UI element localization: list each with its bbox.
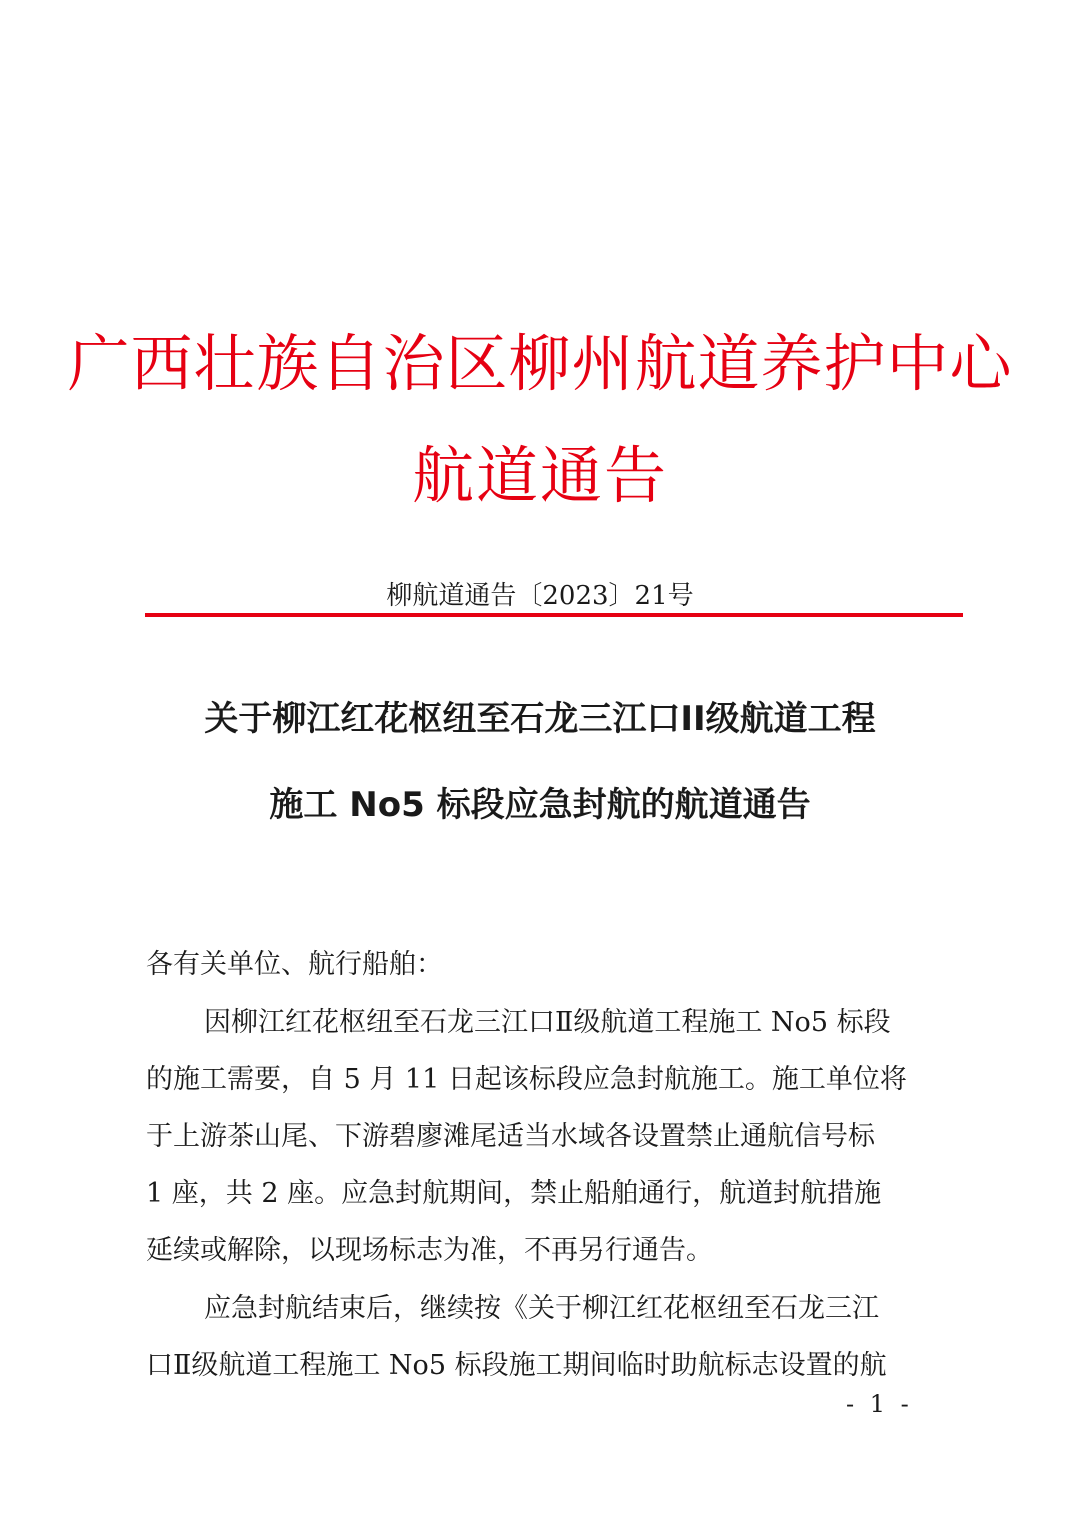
notice-title-line-2: 施工 No5 标段应急封航的航道通告 xyxy=(269,785,811,825)
body-line: 于上游茶山尾、下游碧廖滩尾适当水域各设置禁止通航信号标 xyxy=(146,1121,875,1152)
body-line: 延续或解除，以现场标志为准，不再另行通告。 xyxy=(146,1235,713,1266)
org-name-heading: 广西壮族自治区柳州航道养护中心 xyxy=(67,327,1013,400)
doc-type-heading: 航道通告 xyxy=(411,439,668,512)
salutation: 各有关单位、航行船舶： xyxy=(146,949,443,980)
body-line: 口Ⅱ级航道工程施工 No5 标段施工期间临时助航标志设置的航 xyxy=(146,1350,887,1381)
page-number: - 1 - xyxy=(846,1390,913,1418)
body-line: 的施工需要，自 5 月 11 日起该标段应急封航施工。施工单位将 xyxy=(146,1064,907,1095)
doc-number: 柳航道通告〔2023〕21号 xyxy=(386,581,694,611)
body-line: 1 座，共 2 座。应急封航期间，禁止船舶通行，航道封航措施 xyxy=(146,1178,882,1209)
body-line: 因柳江红花枢纽至石龙三江口Ⅱ级航道工程施工 No5 标段 xyxy=(204,1007,891,1038)
notice-title-line-1: 关于柳江红花枢纽至石龙三江口II级航道工程 xyxy=(204,699,876,739)
body-line: 应急封航结束后，继续按《关于柳江红花枢纽至石龙三江 xyxy=(204,1293,879,1324)
red-divider xyxy=(145,613,963,617)
